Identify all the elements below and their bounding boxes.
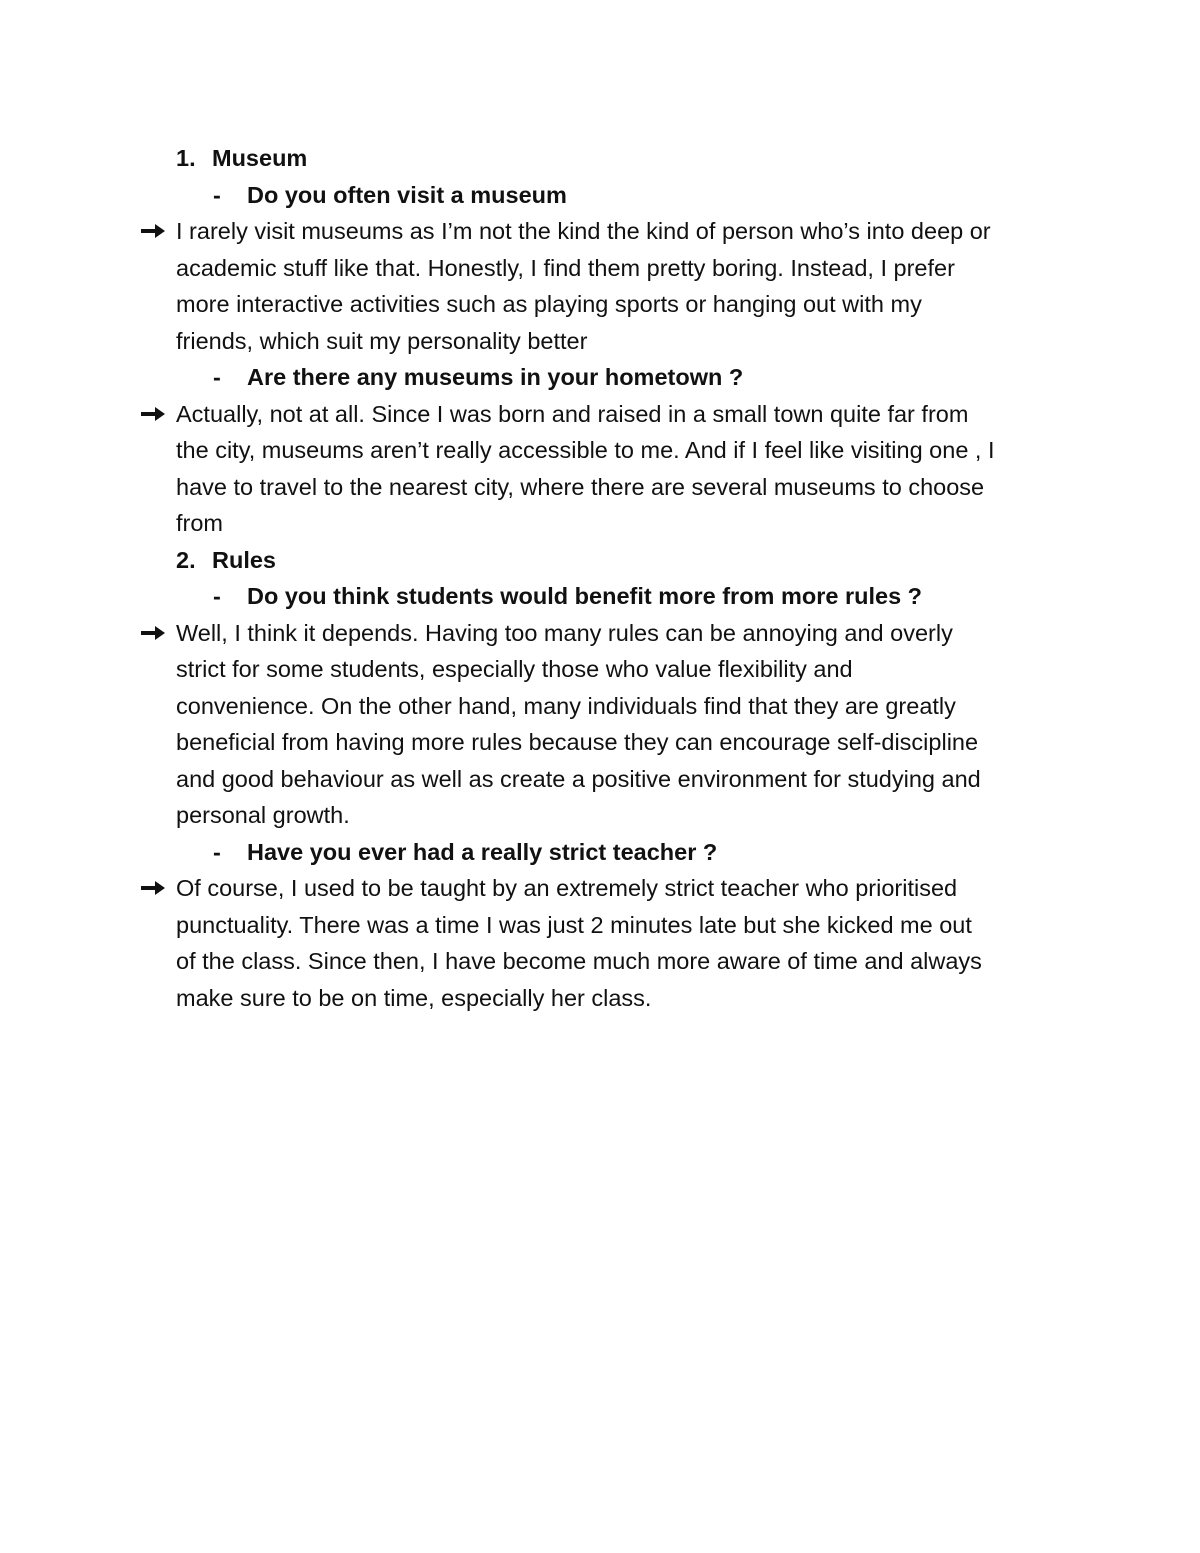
section-number: 2. [176,546,196,573]
section-heading-rules [140,542,1070,579]
question-dash: - [213,181,221,208]
answer-text: Of course, I used to be taught by an extremely strict teacher who prioritised punctuality. There was a time I was just 2 minutes late but she kicked me out of the class. Since then, I have become much more aware of time and always make sure to be on time, especially her class. [176,875,982,1011]
question-dash: - [213,364,221,390]
section-title: Rules [212,546,276,573]
question-item [140,359,1070,396]
answer-item [140,213,1070,359]
question-dash: - [213,583,221,609]
answer-text: I rarely visit museums as I’m not the kind the kind of person who’s into deep or academic stuff like that. Honestly, I find them pretty boring. Instead, I prefer more interactive activities such as playing sports or hanging out with my friends, which suit my personality better [176,218,991,354]
question-item [140,578,1070,615]
arrow-right-icon [140,870,176,1016]
answer-item [140,615,1070,834]
arrow-right-icon [140,213,176,359]
document-body [140,140,1070,1016]
section-heading-museum [140,140,1070,177]
arrow-right-icon [140,396,176,542]
section-title: Museum [212,145,308,171]
question-text: Do you think students would benefit more from more rules ? [247,583,923,609]
question-text: Have you ever had a really strict teacher ? [247,838,718,865]
question-dash: - [213,838,221,865]
answer-item [140,396,1070,542]
answer-text: Well, I think it depends. Having too many rules can be annoying and overly strict for some students, especially those who value flexibility and convenience. On the other hand, many individuals find that they are greatly beneficial from having more rules because they can encourage self-discipline and good behaviour as well as create a positive environment for studying and personal growth. [176,619,981,828]
arrow-right-icon [140,615,176,834]
question-text: Do you often visit a museum [247,181,567,208]
answer-item [140,870,1070,1016]
answer-text: Actually, not at all. Since I was born and raised in a small town quite far from the city, museums aren’t really accessible to me. And if I feel like visiting one , I have to travel to the nearest city, where there are several museums to choose from [176,400,995,536]
question-item [140,177,1070,214]
question-item [140,834,1070,871]
section-number: 1. [176,145,196,171]
question-text: Are there any museums in your hometown ? [247,364,744,390]
